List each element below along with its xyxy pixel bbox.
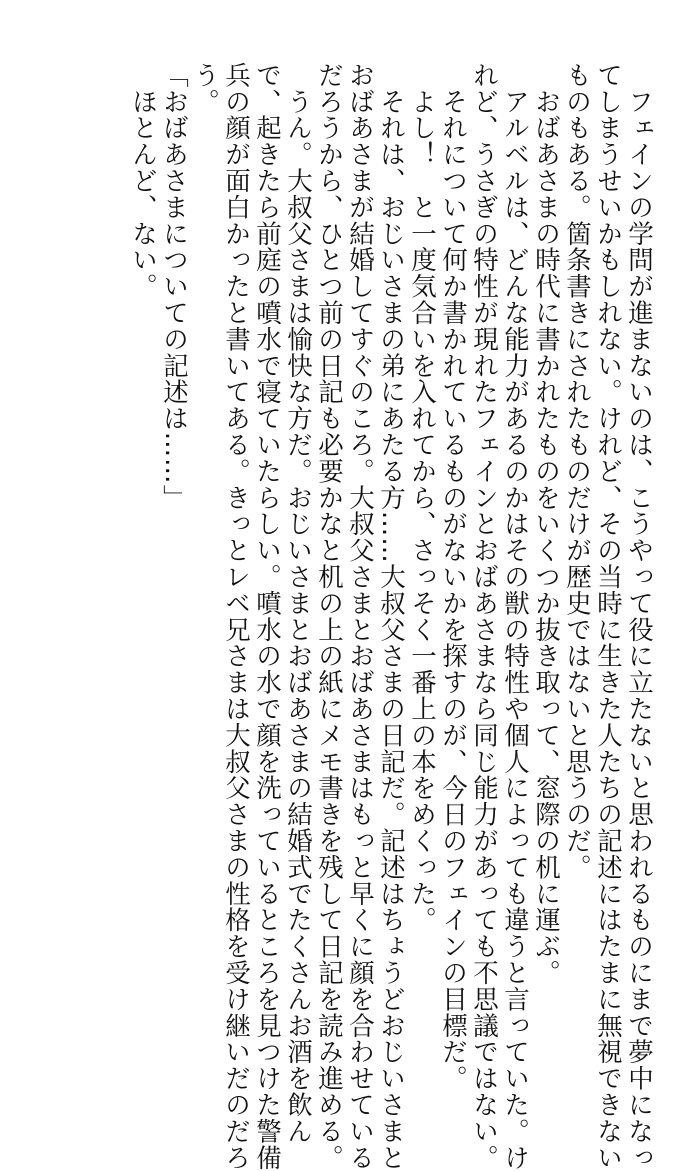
vertical-text-body xyxy=(44,62,654,1171)
text-line: それについて何か書かれているものがないかを探すのが、今日のフェインの目標だ。 xyxy=(438,62,468,1092)
text-line: だろうから、ひとつ前の日記も必要かなと机の上の紙にメモ書きを残して日記を読み進める。 xyxy=(314,62,344,1171)
text-line: おばあさまが結婚してすぐのころ。大叔父さまとおばあさまはもっと早くに顔を合わせている xyxy=(345,62,375,1171)
text-line: う。 xyxy=(190,62,220,115)
text-line: それは、おじいさまの弟にあたる方……大叔父さまの日記だ。記述はちょうどおじいさまと xyxy=(376,62,406,1171)
text-line: よし！ と一度気合いを入れてから、さっそく一番上の本をめくった。 xyxy=(407,62,437,934)
text-line: おばあさまの時代に書かれたものをいくつか抜き取って、窓際の机に運ぶ。 xyxy=(531,62,561,986)
text-line: てしまうせいかもしれない。けれど、その当時に生きた人たちの記述にはたまに無視できない xyxy=(593,62,623,1171)
text-line: うん。大叔父さまは愉快な方だ。おじいさまとおばあさまの結婚式でたくさんお酒を飲ん xyxy=(283,62,313,1145)
text-line: 「おばあさまについての記述は……」 xyxy=(159,62,189,511)
text-line: ものもある。箇条書きにされたものだけが歴史ではないと思うのだ。 xyxy=(562,62,592,881)
text-line: 兵の顔が面白かったと書いてある。きっとレベ兄さまは大叔父さまの性格を受け継いだのだろ xyxy=(221,62,251,1171)
text-line: ほとんど、ない。 xyxy=(128,62,158,300)
text-line: アルベルは、どんな能力があるのかはその獣の特性や個人によっても違うと言っていた。け xyxy=(500,62,530,1171)
text-line: で、起きたら前庭の噴水で寝ていたらしい。噴水の水で顔を洗っているところを見つけた警備 xyxy=(252,62,282,1171)
text-line: フェインの学問が進まないのは、こうやって役に立たないと思われるものにまで夢中になっ xyxy=(624,62,654,1171)
text-line: れど、うさぎの特性が現れたフェインとおばあさまなら同じ能力があっても不思議ではない。 xyxy=(469,62,499,1171)
